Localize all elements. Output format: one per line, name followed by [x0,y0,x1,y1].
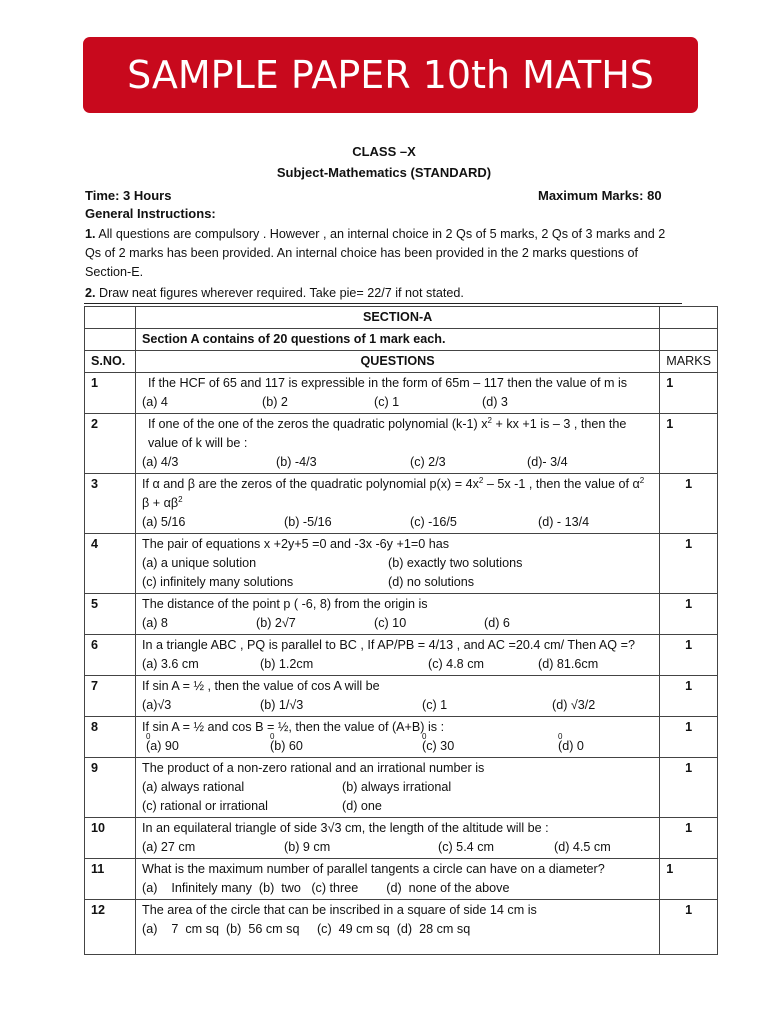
options-line [142,614,653,633]
question-cell [136,900,660,955]
option-b: (b) 2 [262,395,288,409]
question-number: 10 [85,818,136,859]
option-b: (b) always irrational [342,780,452,794]
option-a: (a) 8 [142,616,168,630]
question-text-part: β + αβ [142,496,179,510]
option-b: (b) 1/√3 [260,698,304,712]
option-b: (b) -4/3 [276,455,317,469]
section-title: SECTION-A [136,307,660,329]
question-cell [136,414,660,474]
question-number: 11 [85,859,136,900]
question-cell [136,717,660,758]
option-a: (a)√3 [142,698,172,712]
section-description: Section A contains of 20 questions of 1 mark each. [136,329,660,351]
question-row [85,414,718,474]
question-text-part: If α and β are the zeros of the quadratic polynomial p(x) = 4x [142,477,479,491]
options-line [142,778,653,797]
question-marks: 1 [660,900,718,955]
question-number: 12 [85,900,136,955]
option-c-text: (c) 30 [422,739,455,753]
empty-cell [660,307,718,329]
option-a-text: (a) 90 [146,739,179,753]
options-line [142,838,653,857]
question-text [142,475,653,513]
question-cell [136,758,660,818]
question-text: In an equilateral triangle of side 3√3 cm, the length of the altitude will be : [142,821,549,835]
question-text-part: – 5x -1 , then the value of α [483,477,640,491]
instruction-2 [85,284,675,303]
option-a: (a) always rational [142,780,245,794]
title-banner: SAMPLE PAPER 10th MATHS [83,37,698,113]
option-a: (a) 5/16 [142,515,186,529]
instruction-1-number: 1. [85,227,96,241]
section-desc-row [85,329,718,351]
options-line: (a) 7 cm sq (b) 56 cm sq (c) 49 cm sq (d) 28 cm sq [142,922,471,936]
options-line [142,453,653,472]
question-text: The distance of the point p ( -6, 8) from the origin is [142,597,428,611]
options-line [142,797,653,816]
option-a: (a) a unique solution [142,556,257,570]
option-c: (c) 4.8 cm [428,657,484,671]
question-cell [136,818,660,859]
question-row [85,676,718,717]
general-instructions-title: General Instructions: [85,206,216,221]
option-b: (b) exactly two solutions [388,556,523,570]
question-number: 2 [85,414,136,474]
option-c: (c) infinitely many solutions [142,575,294,589]
question-cell [136,859,660,900]
option-a: (a) 3.6 cm [142,657,199,671]
question-marks: 1 [660,594,718,635]
option-a: (a) 4 [142,395,168,409]
question-number: 7 [85,676,136,717]
option-d: (d) - 13/4 [538,515,590,529]
option-d: (d) 6 [484,616,510,630]
question-text-part: + kx +1 is – 3 , then the value of k will be : [148,417,627,450]
question-marks: 1 [660,474,718,534]
question-row [85,717,718,758]
question-row [85,758,718,818]
question-marks: 1 [660,414,718,474]
options-line [142,655,653,674]
questions-header: QUESTIONS [136,351,660,373]
option-c: (c) 1 [374,395,400,409]
empty-cell [85,307,136,329]
instruction-2-text: Draw neat figures wherever required. Take pie= 22/7 if not stated. [95,286,464,300]
question-text: The product of a non-zero rational and an irrational number is [142,761,485,775]
option-d: (d) 3 [482,395,508,409]
option-c: (c) -16/5 [410,515,457,529]
option-c: (c) rational or irrational [142,799,268,813]
question-number: 9 [85,758,136,818]
option-d: (d)- 3/4 [527,455,568,469]
option-d: (d) 81.6cm [538,657,599,671]
question-marks: 1 [660,717,718,758]
exponent: 2 [487,415,492,425]
instruction-1-text: All questions are compulsory . However , an internal choice in 2 Qs of 5 marks, 2 Qs of 3 marks and 2 Qs of 2 marks has been provided. An internal choice has been provided in the 2 marks questions of Section-E. [85,227,666,279]
questions-table [84,306,718,955]
option-d-text: (d) 0 [558,739,584,753]
options-line [142,573,653,592]
option-d: (d) √3/2 [552,698,596,712]
marks-header: MARKS [660,351,718,373]
question-marks: 1 [660,534,718,594]
question-text: If sin A = ½ and cos B = ½, then the value of (A+B) is : [142,720,445,734]
question-row [85,594,718,635]
class-heading: CLASS –X [352,144,416,159]
subject-heading: Subject-Mathematics (STANDARD) [276,165,492,180]
question-marks: 1 [660,818,718,859]
question-row [85,635,718,676]
option-b-text: (b) 60 [270,739,303,753]
question-text: If the HCF of 65 and 117 is expressible in the form of 65m – 117 then the value of m is [148,376,628,390]
question-text [142,415,653,453]
question-cell [136,594,660,635]
exponent: 2 [178,494,183,504]
question-text: The pair of equations x +2y+5 =0 and -3x -6y +1=0 has [142,537,450,551]
time-label: Time: 3 Hours [85,188,172,203]
question-cell [136,635,660,676]
sno-header: S.NO. [85,351,136,373]
question-text: What is the maximum number of parallel tangents a circle can have on a diameter? [142,862,605,876]
question-cell [136,676,660,717]
options-line: (a) 90 0 (b) 60 0 (c) 30 0 (d) 0 0 [142,737,653,756]
option-d: (d) no solutions [388,575,475,589]
option-c: (c) 2/3 [410,455,446,469]
question-marks: 1 [660,373,718,414]
question-cell [136,373,660,414]
empty-cell [660,329,718,351]
max-marks-label: Maximum Marks: 80 [538,188,662,203]
option-d: (d) 4.5 cm [554,840,611,854]
option-c: (c) 5.4 cm [438,840,494,854]
divider-line [84,303,682,304]
options-line [142,393,653,412]
question-marks: 1 [660,676,718,717]
section-title-row [85,307,718,329]
question-row [85,474,718,534]
question-number: 6 [85,635,136,676]
question-marks: 1 [660,758,718,818]
options-line [142,513,653,532]
empty-cell [85,329,136,351]
question-text-part: If one of the one of the zeros the quadratic polynomial (k-1) x [148,417,488,431]
option-b: (b) 1.2cm [260,657,314,671]
question-text: If sin A = ½ , then the value of cos A will be [142,679,380,693]
question-number: 1 [85,373,136,414]
option-c: (c) 1 [422,698,448,712]
instruction-2-number: 2. [85,286,96,300]
option-d: (d) one [342,799,382,813]
option-b: (b) 9 cm [284,840,331,854]
question-number: 4 [85,534,136,594]
instruction-1 [85,225,675,282]
option-b: (b) 2√7 [256,616,296,630]
option-a: (a) 4/3 [142,455,179,469]
question-number: 3 [85,474,136,534]
question-marks: 1 [660,635,718,676]
options-line [142,554,653,573]
question-row [85,373,718,414]
options-line: (a) Infinitely many (b) two (c) three (d) none of the above [142,881,510,895]
question-row [85,900,718,955]
options-line [142,696,653,715]
question-number: 5 [85,594,136,635]
option-a: (a) 27 cm [142,840,196,854]
option-c: (c) 10 [374,616,407,630]
question-cell [136,474,660,534]
exponent: 2 [639,475,645,485]
question-text: The area of the circle that can be inscribed in a square of side 14 cm is [142,903,537,917]
question-cell [136,534,660,594]
header-row [85,351,718,373]
question-number: 8 [85,717,136,758]
question-text: In a triangle ABC , PQ is parallel to BC , If AP/PB = 4/13 , and AC =20.4 cm/ Then AQ =? [142,638,635,652]
question-row [85,859,718,900]
question-row [85,534,718,594]
exponent: 2 [478,475,484,485]
option-b: (b) -5/16 [284,515,332,529]
question-marks: 1 [660,859,718,900]
question-row [85,818,718,859]
